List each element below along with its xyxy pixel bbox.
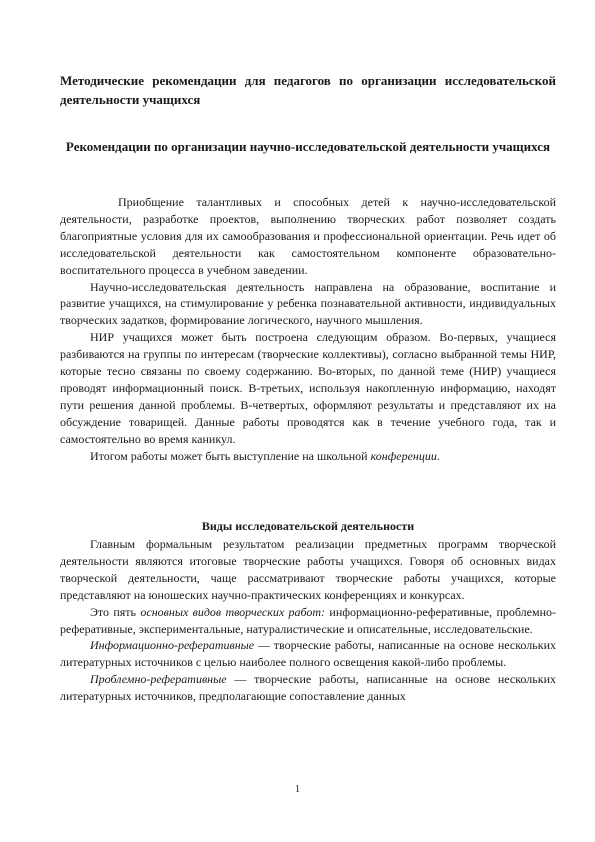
intro-paragraph-1: Приобщение талантливых и способных детей к научно-исследовательской деятельности, разработке проектов, выполнению творческих работ позволяет создать благоприятные условия для их самообразования и профессиональной ориентации. Речь идет об исследовательской деятельности как самостоятельном компоненте образовательно-воспитательного процесса в учебном заведении. [60,195,556,277]
page-number: 1 [295,784,300,795]
conclusion-paragraph [60,448,556,465]
definition-term-1: Информационно-реферативные [90,638,255,653]
section-intro-paragraph: Главным формальным результатом реализации предметных программ творческой деятельности являются итоговые творческие работы учащихся. Говоря об основных видах творческой деятельности, чаще рассматривают творческие работы учащихся, которые представляют на юношеских научно-практических конференциях и конкурсах. [60,537,556,602]
intro-paragraph-3: НИР учащихся может быть построена следующим образом. Во-первых, учащиеся разбиваются на группы по интересам (творческие коллективы), согласно выбранной темы НИР, которые тесно связаны по своему содержанию. Во-вторых, по данной теме (НИР) учащиеся проводят информационный поиск. В-третьих, используя накопленную информацию, находят пути решения данной проблемы. В-четвертых, оформляют результаты и представляют их на обсуждение товарищей. Данные работы проводятся как в течение учебного года, так и самостоятельно во время каникул. [60,330,556,446]
types-lead: Это пять [90,604,141,619]
definition-term-2: Проблемно-реферативные [90,672,227,687]
conclusion-emphasis: конференции [370,448,437,463]
document-subtitle: Рекомендации по организации научно-исследовательской деятельности учащихся [65,139,551,154]
definition-paragraph-2 [60,671,556,705]
conclusion-end: . [436,448,440,463]
types-paragraph [60,604,556,638]
intro-paragraph-2: Научно-исследовательская деятельность направлена на образование, воспитание и развитие учащихся, на стимулирование у ребенка познавательной активности, индивидуальных творческих задатков, формирование логического, научного мышления. [60,279,556,328]
types-rest: информационно-реферативные, проблемно-реферативные, экспериментальные, натуралистические и описательные, исследовательские. [60,604,557,636]
intro-section [60,194,556,465]
document-title: Методические рекомендации для педагогов по организации исследовательской деятельности учащихся [60,73,556,107]
conclusion-text: Итогом работы может быть выступление на школьной [90,448,371,463]
definition-text-2: — творческие работы, написанные на основе нескольких литературных источников, предполагающие сопоставление данных [60,672,556,704]
types-emphasis: основных видов творческих работ: [140,604,326,619]
definition-paragraph-1 [60,637,556,671]
definition-text-1: — творческие работы, написанные на основе нескольких литературных источников с целью наиболее полного освещения какой-либо проблемы. [60,638,556,670]
section-heading: Виды исследовательской деятельности [201,519,415,533]
types-section [60,536,556,705]
